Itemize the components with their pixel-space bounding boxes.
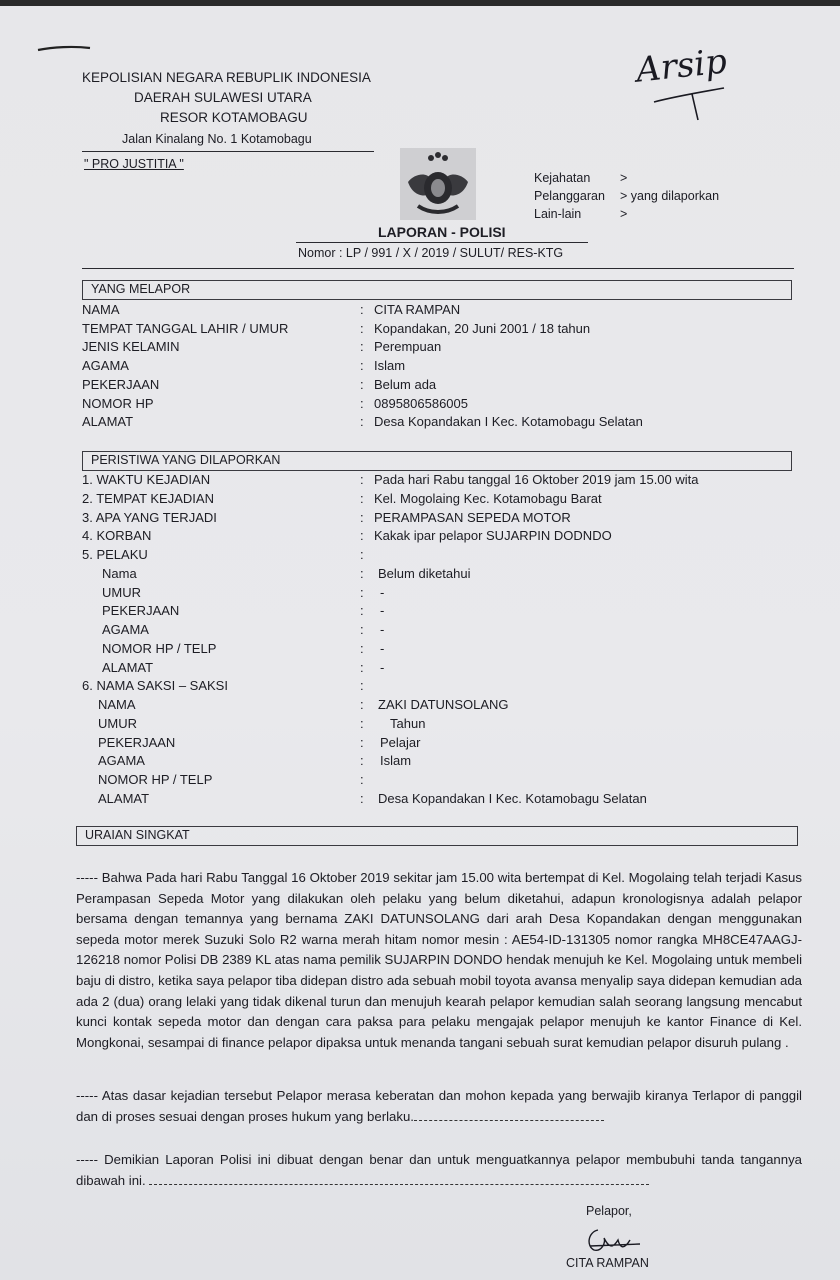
field-label: 1. WAKTU KEJADIAN: [82, 472, 211, 487]
field-value: Kakak ipar pelapor SUJARPIN DODNDO: [374, 528, 612, 544]
field-value: Desa Kopandakan I Kec. Kotamobagu Selatan: [378, 790, 647, 806]
section-incident-title: PERISTIWA YANG DILAPORKAN: [91, 453, 281, 467]
summary-paragraph-1: ----- Bahwa Pada hari Rabu Tanggal 16 Oktober 2019 sekitar jam 15.00 wita bertempat di Kel. Mogolaing telah terjadi Kasus Perampasan Sepeda Motor yang dilakukan oleh pelaku yang belum diketahui, adapun kronologisnya adalah pelapor bersama dengan temannya yang bernama ZAKI DATUNSOLANG dari arah Desa Kopandakan dengan menggunakan sepeda motor merek Suzuki Solo R2 warna merah hitam nomor mesin : AE54-ID-131305 nomor rangka MH8CE47AAGJ-126218 nomor Polisi DB 2389 KL atas nama pemilik SUJARPIN DONDO hendak menujuh ke Kel. Mogolaing untuk membeli baju di distro, ketika saya pelapor tiba didepan distro ada sebuah mobil toyota avansa menyalip saya didepan kemudian ada ada 2 (dua) orang lelaki yang tidak dikenal turun dan menujuh kearah pelapor kemudian salah seorang langsung mencabut kunci kontak sepeda motor dan dengan cara paksa para pelaku mengajak pelapor menujuh ke kantor Finance di Kel. Mongkonai, sesampai di finance pelapor dipaksa untuk menanda tangani sebuah surat kemudian pelapor disuruh pulang .: [76, 870, 802, 1050]
field-colon: :: [360, 472, 364, 487]
field-label: ALAMAT: [98, 790, 150, 806]
section-reporter-title: YANG MELAPOR: [91, 282, 191, 296]
field-value: CITA RAMPAN: [374, 302, 461, 317]
field-label: UMUR: [102, 584, 141, 600]
field-value: Pada hari Rabu tanggal 16 Oktober 2019 jam 15.00 wita: [374, 472, 699, 487]
section-reporter-box: [82, 280, 792, 300]
category-pelanggaran: Pelanggaran: [534, 189, 605, 203]
report-title: LAPORAN - POLISI: [378, 224, 506, 240]
field-value: ZAKI DATUNSOLANG: [378, 697, 509, 712]
summary-paragraph-3-text: ----- Demikian Laporan Polisi ini dibuat dengan benar dan untuk menguatkannya pelapor membubuhi tanda tangannya dibawah ini.: [76, 1152, 802, 1188]
section-summary-box: [76, 826, 798, 846]
agency-line-1: KEPOLISIAN NEGARA REBUPLIK INDONESIA: [82, 70, 371, 85]
field-label: PEKERJAAN: [98, 734, 176, 750]
category-kejahatan: Kejahatan: [534, 171, 591, 185]
category-lain-lain: Lain-lain: [534, 207, 582, 221]
summary-paragraph-2-text: ----- Atas dasar kejadian tersebut Pelapor merasa keberatan dan mohon kepada yang berwajib kiranya Terlapor di panggil dan di proses sesuai dengan proses hukum yang berlaku.: [76, 1088, 802, 1124]
field-value: Islam: [374, 358, 406, 374]
field-label: 5. PELAKU: [82, 547, 148, 562]
field-label: AGAMA: [98, 753, 145, 769]
field-value: Pelajar: [380, 734, 421, 750]
field-value: -: [380, 603, 385, 619]
signature-label: Pelapor,: [586, 1204, 632, 1218]
field-colon: :: [360, 790, 364, 806]
field-colon: :: [360, 603, 364, 619]
field-colon: :: [360, 414, 364, 430]
pro-justitia: [84, 157, 184, 171]
fill-dashes: [149, 1184, 649, 1185]
field-label: 2. TEMPAT KEJADIAN: [82, 490, 214, 506]
field-colon: :: [360, 320, 364, 336]
document-page: [0, 6, 840, 1280]
field-colon: :: [360, 772, 364, 787]
pen-mark: [38, 42, 98, 54]
category-pelanggaran-mark: > yang dilaporkan: [620, 189, 720, 203]
field-label: ALAMAT: [102, 659, 154, 675]
field-label: Nama: [102, 565, 137, 581]
field-label: TEMPAT TANGGAL LAHIR / UMUR: [82, 320, 289, 336]
agency-address: Jalan Kinalang No. 1 Kotamobagu: [122, 132, 312, 146]
field-colon: :: [360, 358, 364, 374]
field-label: UMUR: [98, 715, 137, 731]
field-label: 6. NAMA SAKSI – SAKSI: [82, 678, 228, 694]
field-value: Desa Kopandakan I Kec. Kotamobagu Selatan: [374, 414, 643, 430]
category-kejahatan-mark: >: [620, 171, 628, 185]
field-value: -: [380, 640, 385, 656]
field-value: Kel. Mogolaing Kec. Kotamobagu Barat: [374, 490, 602, 506]
field-value: -: [380, 584, 385, 600]
field-colon: :: [360, 640, 364, 656]
field-label: JENIS KELAMIN: [82, 339, 180, 355]
field-value: Belum ada: [374, 376, 437, 392]
letterhead-rule: [82, 151, 374, 152]
field-label: NAMA: [98, 697, 136, 712]
field-label: NOMOR HP: [82, 395, 154, 411]
field-label: 4. KORBAN: [82, 528, 152, 544]
field-value: Islam: [380, 753, 412, 769]
field-colon: :: [360, 584, 364, 600]
field-colon: :: [360, 734, 364, 750]
field-colon: :: [360, 622, 364, 637]
report-title-rule: [296, 242, 588, 243]
field-value: -: [380, 659, 385, 675]
field-colon: :: [360, 339, 364, 355]
report-number: Nomor : LP / 991 / X / 2019 / SULUT/ RES-KTG: [298, 246, 564, 260]
field-colon: :: [360, 753, 364, 769]
field-label: ALAMAT: [82, 414, 134, 430]
pro-justitia-text: " PRO JUSTITIA ": [84, 157, 184, 171]
agency-line-3: RESOR KOTAMOBAGU: [160, 110, 308, 125]
field-colon: :: [360, 697, 364, 712]
field-colon: :: [360, 490, 364, 506]
field-colon: :: [360, 565, 364, 581]
field-colon: :: [360, 376, 364, 392]
section-incident-box: [82, 451, 792, 471]
field-value: Kopandakan, 20 Juni 2001 / 18 tahun: [374, 320, 591, 336]
field-label: AGAMA: [102, 622, 149, 637]
field-label: NOMOR HP / TELP: [102, 640, 217, 656]
field-colon: :: [360, 395, 364, 411]
field-value: Tahun: [390, 715, 426, 731]
field-colon: :: [360, 302, 364, 317]
annotation-underline: [652, 84, 732, 124]
field-label: PEKERJAAN: [102, 603, 180, 619]
field-value: Belum diketahui: [378, 565, 471, 581]
signature-mark: [584, 1224, 644, 1258]
signature-name: CITA RAMPAN: [566, 1256, 649, 1270]
field-value: PERAMPASAN SEPEDA MOTOR: [374, 509, 571, 525]
field-colon: :: [360, 528, 364, 544]
summary-paragraph-3: [76, 1150, 802, 1191]
summary-paragraph-2: [76, 1086, 802, 1127]
police-emblem: [400, 148, 476, 220]
handwritten-annotation: Arsip: [634, 41, 729, 91]
field-colon: :: [360, 678, 364, 694]
field-label: 3. APA YANG TERJADI: [82, 509, 217, 525]
field-colon: :: [360, 509, 364, 525]
police-emblem-icon: [400, 148, 476, 220]
field-value: 0895806586005: [374, 395, 468, 411]
field-label: NOMOR HP / TELP: [98, 772, 213, 787]
agency-line-2: DAERAH SULAWESI UTARA: [134, 90, 312, 105]
field-colon: :: [360, 659, 364, 675]
field-value: Perempuan: [374, 339, 442, 355]
field-colon: :: [360, 547, 364, 562]
field-colon: :: [360, 715, 364, 731]
fill-dashes: [414, 1120, 604, 1121]
field-label: NAMA: [82, 302, 120, 317]
field-label: AGAMA: [82, 358, 129, 374]
header-separator: [82, 268, 794, 269]
field-value: -: [380, 622, 385, 637]
field-label: PEKERJAAN: [82, 376, 160, 392]
category-lain-lain-mark: >: [620, 207, 628, 221]
section-summary-title: URAIAN SINGKAT: [85, 828, 190, 842]
